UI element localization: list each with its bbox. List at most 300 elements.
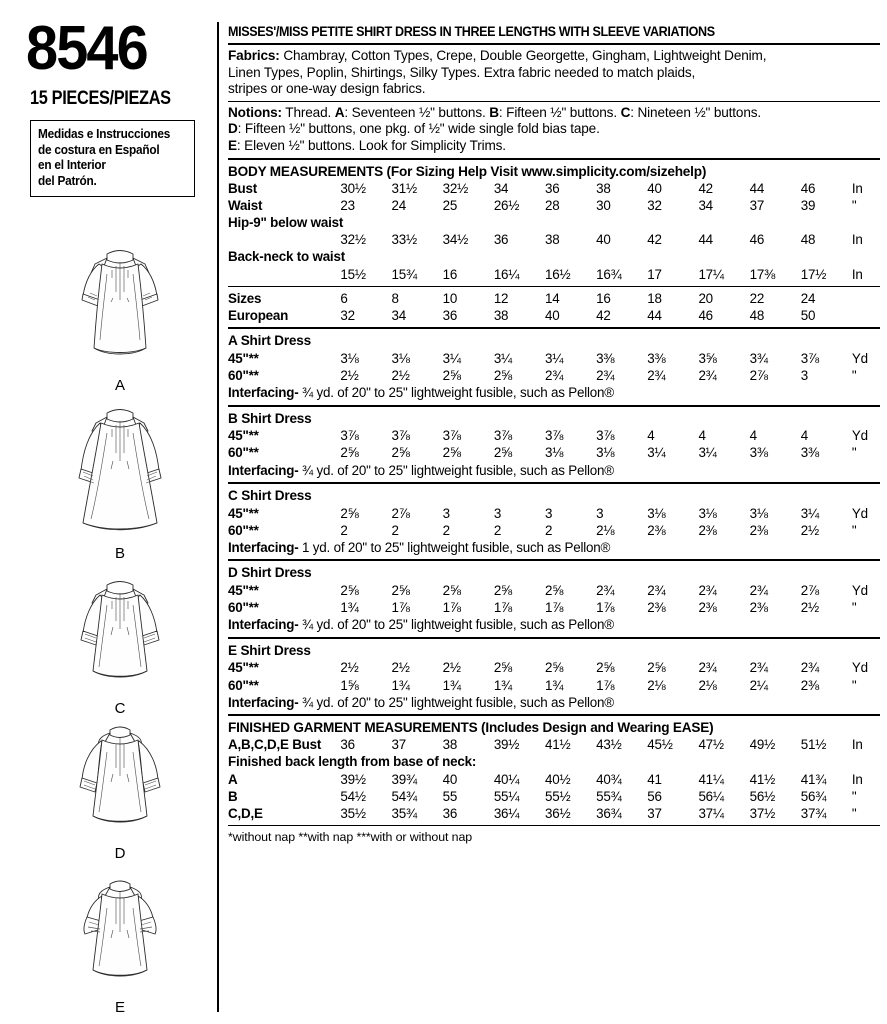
cell: 2 [544,522,553,538]
cell: 1⅞ [442,600,461,616]
cell: 55 [442,788,458,804]
cell: 2⅜ [647,600,666,616]
cell: 2⅛ [647,677,666,693]
cell: 54½ [340,788,366,804]
cell: 39½ [340,771,366,787]
cell: 2⅝ [493,367,513,383]
cell: 56¾ [800,788,827,804]
cell: 40 [442,771,458,787]
cell: 36 [442,806,458,822]
cell: 3⅛ [647,505,666,521]
cell: 41½ [749,771,776,787]
cell: 2¾ [698,582,717,598]
cell: 28 [544,197,560,213]
divider-after-sizes [228,327,880,329]
fabrics-line-3: stripes or one-way design fabrics. [228,81,426,97]
cell: 2⅝ [493,660,513,676]
divider-after-c [228,559,880,561]
cell: 3 [442,505,450,521]
body-measurements-table [228,180,880,283]
cell: 16¾ [596,266,622,282]
cell: 4 [647,428,655,444]
divider-after-a [228,405,880,407]
cell: 2¼ [749,677,768,693]
cell: 45½ [647,737,673,753]
interfacing-text: 1 yd. of 20" to 25" lightweight fusible, such as Pellon® [298,539,611,555]
cell: 3¾ [749,350,768,366]
cell: 18 [647,290,662,306]
cell: 34½ [442,232,469,248]
cell: 25 [442,197,458,213]
cell: 1⅞ [493,600,513,616]
unit-cell: " [851,600,857,616]
cell: 56½ [749,788,776,804]
interfacing-label: Interfacing- [228,385,299,401]
dress-a-icon [55,240,185,375]
interfacing-label: Interfacing- [228,539,299,555]
cell: 55½ [544,788,571,804]
dress-b-icon [55,403,185,543]
table-row-finished-bust [228,736,880,753]
notions-label: Notions: [228,104,282,120]
unit-cell: In [851,180,863,196]
cell: 35½ [340,806,366,822]
yardage-table-c [228,505,880,539]
cell: 40¼ [493,771,520,787]
cell: 1¾ [391,677,410,693]
divider-after-e [228,714,880,716]
cell: 2⅜ [749,600,768,616]
spanish-line-1: Medidas e Instrucciones [38,127,171,141]
yardage-table-e [228,659,880,693]
table-row-finished-cde [228,805,880,822]
cell: 2¾ [749,660,768,676]
cell: 8 [391,290,399,306]
cell: 43½ [596,737,622,753]
cell: 2⅛ [596,522,615,538]
cell: 4 [800,428,808,444]
notions-view-c: C [620,104,631,120]
notions-thread-text: Thread. [281,104,335,120]
row-label-sizes: Sizes [228,290,262,306]
row-label-45in: 45"** [228,428,259,444]
cell: 39 [800,197,816,213]
cell: 40 [647,180,662,196]
cell: 3⅝ [698,350,717,366]
cell: 41¾ [800,771,827,787]
cell: 3 [596,505,604,521]
interfacing-note-a [228,384,880,402]
cell: 3⅛ [749,505,768,521]
spanish-line-2: de costura en Español [38,142,160,157]
cell: 44 [647,307,662,323]
cell: 24 [391,197,406,213]
divider-before-sizes [228,286,880,287]
unit-cell: Yd [851,428,868,444]
cell: 46 [800,180,816,196]
cell: 37¾ [800,806,827,822]
cell: 35¾ [391,806,417,822]
cell: 3¼ [493,350,513,366]
unit-cell: Yd [851,350,868,366]
dress-c-icon [55,573,185,698]
cell: 40 [544,307,560,323]
row-label-a: A [228,771,238,787]
cell: 36¾ [596,806,622,822]
cell: 2⅝ [442,582,461,598]
cell: 17 [647,266,662,282]
cell: 1¾ [493,677,513,693]
unit-cell: In [851,232,863,248]
divider-after-fabrics [228,101,880,102]
yardage-block-d [228,564,880,633]
divider-before-footnote [228,825,880,826]
unit-cell [852,307,880,324]
table-row-finished-a [228,771,880,788]
row-label-45in: 45"** [228,660,259,676]
unit-cell: In [851,771,863,787]
finished-measurements-title: FINISHED GARMENT MEASUREMENTS (Includes Design and Wearing EASE) [228,720,714,736]
cell: 4 [749,428,757,444]
table-row-sizes [228,290,880,307]
cell: 2¾ [596,367,615,383]
unit-cell: " [851,788,857,804]
fabrics-line-1: Chambray, Cotton Types, Crepe, Double Georgette, Gingham, Lightweight Denim, [279,48,767,63]
cell: 2⅜ [647,522,666,538]
cell: 2¾ [698,660,717,676]
cell: 49½ [749,737,776,753]
unit-cell: " [851,197,857,213]
cell: 2⅝ [493,582,513,598]
cell: 6 [340,290,348,306]
interfacing-text: ¾ yd. of 20" to 25" lightweight fusible, such as Pellon® [298,617,614,633]
divider-after-b [228,482,880,484]
table-row-bust [228,180,880,197]
cell: 17½ [800,266,827,282]
cell: 2¾ [698,367,717,383]
finished-measurements-table [228,736,880,822]
cell: 31½ [391,180,417,196]
row-label-60in: 60"** [228,367,259,383]
cell: 2⅝ [442,367,461,383]
cell: 2¾ [647,582,666,598]
yardage-title-a: A Shirt Dress [228,333,312,349]
notions-view-b-text: : Fifteen ½" buttons. [498,104,621,120]
cell: 41 [647,771,662,787]
cell: 2⅜ [698,600,717,616]
cell: 2½ [800,522,819,538]
cell: 41¼ [698,771,724,787]
interfacing-text: ¾ yd. of 20" to 25" lightweight fusible, such as Pellon® [298,462,614,478]
cell: 42 [596,307,611,323]
cell: 24 [800,290,816,306]
garment-illustration-e [55,872,185,1016]
cell: 37½ [749,806,776,822]
fabrics-line-2: Linen Types, Poplin, Shirtings, Silky Types. Extra fabric needed to match plaids, [228,64,696,80]
cell: 3¼ [698,445,717,461]
cell: 2 [391,522,399,538]
cell: 15¾ [391,266,417,282]
cell: 40½ [544,771,571,787]
cell: 36½ [544,806,571,822]
cell: 3 [800,367,808,383]
unit-cell: " [851,677,857,693]
table-row [228,367,880,384]
row-label-45in: 45"** [228,350,259,366]
cell: 2¾ [647,367,666,383]
row-label-b: B [228,788,238,804]
cell: 47½ [698,737,724,753]
yardage-table-b [228,427,880,461]
interfacing-note-d [228,616,880,634]
cell: 2⅝ [391,445,410,461]
table-row [228,659,880,676]
unit-cell: In [851,737,863,753]
cell: 3⅛ [596,445,615,461]
cell: 2½ [340,660,359,676]
table-row-hip-label [228,214,880,231]
cell: 48 [800,232,816,248]
cell: 42 [698,180,713,196]
cell: 3⅜ [596,350,615,366]
cell: 4 [698,428,706,444]
cell: 40 [596,232,611,248]
cell: 1⅝ [340,677,359,693]
cell: 2½ [800,600,819,616]
sizes-table [228,290,880,324]
cell: 32½ [340,232,366,248]
row-label-45in: 45"** [228,505,259,521]
cell: 12 [493,290,509,306]
cell: 3⅞ [596,428,615,444]
cell: 48 [749,307,765,323]
row-label-finished-bust: A,B,C,D,E Bust [228,737,322,753]
cell: 16½ [544,266,571,282]
cell: 51½ [800,737,827,753]
notions-view-a: A [334,104,345,120]
unit-cell: " [851,367,857,383]
cell: 3⅞ [442,428,461,444]
cell: 3⅛ [698,505,717,521]
cell: 40¾ [596,771,622,787]
dress-d-icon [55,718,185,843]
row-label-45in: 45"** [228,582,259,598]
notions-view-d: D [228,121,238,137]
cell: 1⅞ [596,677,615,693]
cell: 3⅛ [544,445,564,461]
yardage-title-d: D Shirt Dress [228,565,312,581]
cell: 38 [544,232,560,248]
cell: 37 [391,737,406,753]
cell: 3⅜ [749,445,768,461]
spacer-cell [228,266,340,283]
cell: 37 [749,197,765,213]
table-row-hip-values [228,231,880,248]
cell: 2½ [391,660,410,676]
unit-cell: Yd [851,582,868,598]
cell: 36 [544,180,560,196]
unit-cell: Yd [851,660,868,676]
table-row-european [228,307,880,324]
garment-letter-d: D [114,845,126,862]
cell: 22 [749,290,765,306]
cell: 16 [442,266,458,282]
cell: 38 [596,180,611,196]
cell: 2¾ [596,582,615,598]
yardage-block-c [228,487,880,556]
yardage-block-e [228,642,880,711]
unit-cell: " [851,806,857,822]
cell: 36 [442,307,458,323]
interfacing-label: Interfacing- [228,617,299,633]
cell: 2⅝ [391,582,410,598]
cell: 17⅜ [749,266,776,282]
notions-view-a-text: : Seventeen ½" buttons. [344,104,490,120]
unit-cell: " [851,445,857,461]
unit-cell: Yd [851,505,868,521]
unit-cell: In [851,266,863,282]
cell: 2½ [340,367,359,383]
cell: 2⅝ [596,660,615,676]
interfacing-label: Interfacing- [228,694,299,710]
cell: 23 [340,197,355,213]
notions-view-d-text: : Fifteen ½" buttons, one pkg. of ½" wide single fold bias tape. [237,121,600,137]
row-label-60in: 60"** [228,445,259,461]
cell: 17¼ [698,266,724,282]
row-label-back-length: Finished back length from base of neck: [228,754,477,770]
cell: 3¼ [442,350,461,366]
cell: 39½ [493,737,520,753]
left-column [0,0,218,1024]
table-row-waist [228,197,880,214]
cell: 36 [493,232,509,248]
cell: 3¼ [800,505,819,521]
cell: 34 [493,180,509,196]
garment-letter-b: B [114,545,125,562]
spanish-line-3: en el Interior [38,158,106,172]
nap-footnote: *without nap **with nap ***with or without nap [228,830,473,845]
cell: 34 [391,307,406,323]
cell: 37 [647,806,662,822]
interfacing-label: Interfacing- [228,462,299,478]
table-row [228,582,880,599]
cell: 3⅞ [340,428,359,444]
cell: 3⅛ [391,350,410,366]
unit-cell: " [851,522,857,538]
cell: 32 [340,307,355,323]
column-divider [217,22,219,1012]
cell: 3 [544,505,553,521]
table-row [228,599,880,616]
table-row [228,505,880,522]
table-row-back-length-label [228,753,880,770]
page-title: MISSES'/MISS PETITE SHIRT DRESS IN THREE LENGTHS WITH SLEEVE VARIATIONS [228,24,715,39]
fabrics-block [228,48,880,98]
garment-letter-e: E [114,999,125,1016]
cell: 2 [442,522,450,538]
cell: 2⅝ [442,445,461,461]
table-row [228,350,880,367]
cell: 16 [596,290,611,306]
row-label-hip: Hip-9" below waist [228,214,344,230]
cell: 15½ [340,266,366,282]
interfacing-text: ¾ yd. of 20" to 25" lightweight fusible, such as Pellon® [298,694,614,710]
cell: 2¾ [544,367,564,383]
cell: 1¾ [544,677,564,693]
cell: 36 [340,737,355,753]
spanish-instructions-box [30,120,195,197]
cell: 55¾ [596,788,622,804]
cell: 33½ [391,232,417,248]
cell: 30½ [340,180,366,196]
cell: 44 [698,232,713,248]
notions-view-c-text: : Nineteen ½" buttons. [630,104,762,120]
cell: 56 [647,788,662,804]
cell: 2 [493,522,502,538]
cell: 3⅛ [340,350,359,366]
cell: 42 [647,232,662,248]
garment-illustration-a [55,240,185,394]
cell: 2⅝ [544,660,564,676]
table-row [228,444,880,461]
cell: 3⅜ [647,350,666,366]
cell: 2⅞ [800,582,819,598]
cell: 36¼ [493,806,520,822]
cell: 2¾ [800,660,819,676]
yardage-block-b [228,410,880,479]
row-label-backneck: Back-neck to waist [228,249,345,265]
notions-view-e: E [228,137,237,153]
cell: 3¼ [647,445,666,461]
cell: 32 [647,197,662,213]
garment-letter-c: C [114,700,126,717]
cell: 56¼ [698,788,724,804]
table-row [228,522,880,539]
cell: 2⅝ [340,582,359,598]
cell: 2⅝ [544,582,564,598]
yardage-title-b: B Shirt Dress [228,410,312,426]
cell: 3⅞ [544,428,564,444]
cell: 2 [340,522,348,538]
yardage-title-c: C Shirt Dress [228,488,312,503]
cell: 2⅝ [340,505,359,521]
cell: 34 [698,197,713,213]
cell: 1⅞ [391,600,410,616]
notions-view-e-text: : Eleven ½" buttons. Look for Simplicity Trims. [236,137,506,153]
garment-letter-a: A [114,377,125,394]
cell: 37¼ [698,806,724,822]
yardage-table-a [228,350,880,384]
cell: 1¾ [340,600,359,616]
cell: 10 [442,290,458,306]
cell: 46 [749,232,765,248]
cell: 16¼ [493,266,520,282]
cell: 3⅞ [493,428,513,444]
cell: 2⅝ [647,660,666,676]
divider-after-title [228,43,880,45]
interfacing-note-b [228,462,880,480]
cell: 14 [544,290,560,306]
pattern-number: 8546 [26,14,147,83]
cell: 2¾ [749,582,768,598]
table-row-finished-b [228,788,880,805]
spanish-line-4: del Patrón. [38,173,97,188]
interfacing-text: ¾ yd. of 20" to 25" lightweight fusible, such as Pellon® [298,385,614,401]
cell: 3 [493,505,502,521]
garment-illustration-c [55,573,185,717]
cell: 46 [698,307,713,323]
cell: 1⅞ [596,600,615,616]
